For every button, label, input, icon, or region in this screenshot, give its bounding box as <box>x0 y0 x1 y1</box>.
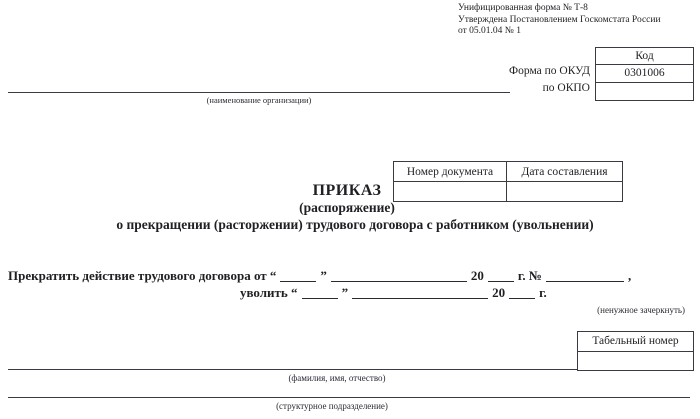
form-reference-line2: Утверждена Постановлением Госкомстата России <box>458 14 661 25</box>
okud-label: Форма по ОКУД <box>509 65 590 77</box>
termination-line <box>8 268 631 284</box>
page-subtitle: (распоряжение) <box>299 200 395 215</box>
structural-unit-field[interactable] <box>8 397 690 398</box>
strike-note: (ненужное зачеркнуть) <box>597 305 685 315</box>
structural-unit-caption: (структурное подразделение) <box>276 401 388 411</box>
form-reference-line3: от 05.01.04 № 1 <box>458 26 521 36</box>
personnel-number-box <box>577 331 694 371</box>
year-prefix: 20 <box>492 285 506 300</box>
year-number-label: г. № <box>517 268 542 283</box>
dismissal-year-blank[interactable] <box>509 286 535 299</box>
termination-line-prefix: Прекратить действие трудового договора от “ <box>8 268 277 283</box>
full-name-field[interactable] <box>8 369 578 370</box>
code-box <box>595 47 694 101</box>
dismissal-month-blank[interactable] <box>352 286 488 299</box>
form-reference-line1: Унифицированная форма № Т-8 <box>458 3 588 13</box>
dismissal-day-blank[interactable] <box>302 286 338 299</box>
personnel-number-header: Табельный номер <box>578 332 693 352</box>
okpo-label: по ОКПО <box>542 82 590 94</box>
full-name-caption: (фамилия, имя, отчество) <box>288 373 386 383</box>
close-quote: ” <box>341 285 349 300</box>
organization-caption: (наименование организации) <box>206 95 312 105</box>
okpo-code-cell[interactable] <box>596 83 693 100</box>
page-title-description: о прекращении (расторжении) трудового договора с работником (увольнении) <box>116 217 594 232</box>
personnel-number-cell[interactable] <box>578 352 693 370</box>
form-reference-block <box>458 3 698 38</box>
termination-month-blank[interactable] <box>331 269 467 282</box>
termination-day-blank[interactable] <box>280 269 316 282</box>
year-prefix: 20 <box>470 268 484 283</box>
doc-number-header: Номер документа <box>394 162 507 182</box>
doc-date-header: Дата составления <box>507 162 623 182</box>
close-quote: ” <box>320 268 327 283</box>
dismissal-line-prefix: уволить “ <box>240 285 298 300</box>
termination-year-blank[interactable] <box>488 269 514 282</box>
code-box-header: Код <box>596 48 693 65</box>
dismissal-line <box>240 285 547 301</box>
okud-code-cell[interactable]: 0301006 <box>596 65 693 83</box>
contract-number-blank[interactable] <box>546 269 624 282</box>
page-title: ПРИКАЗ <box>312 182 382 199</box>
comma: , <box>627 268 632 283</box>
year-label: г. <box>539 285 547 300</box>
organization-name-field[interactable] <box>8 92 510 93</box>
